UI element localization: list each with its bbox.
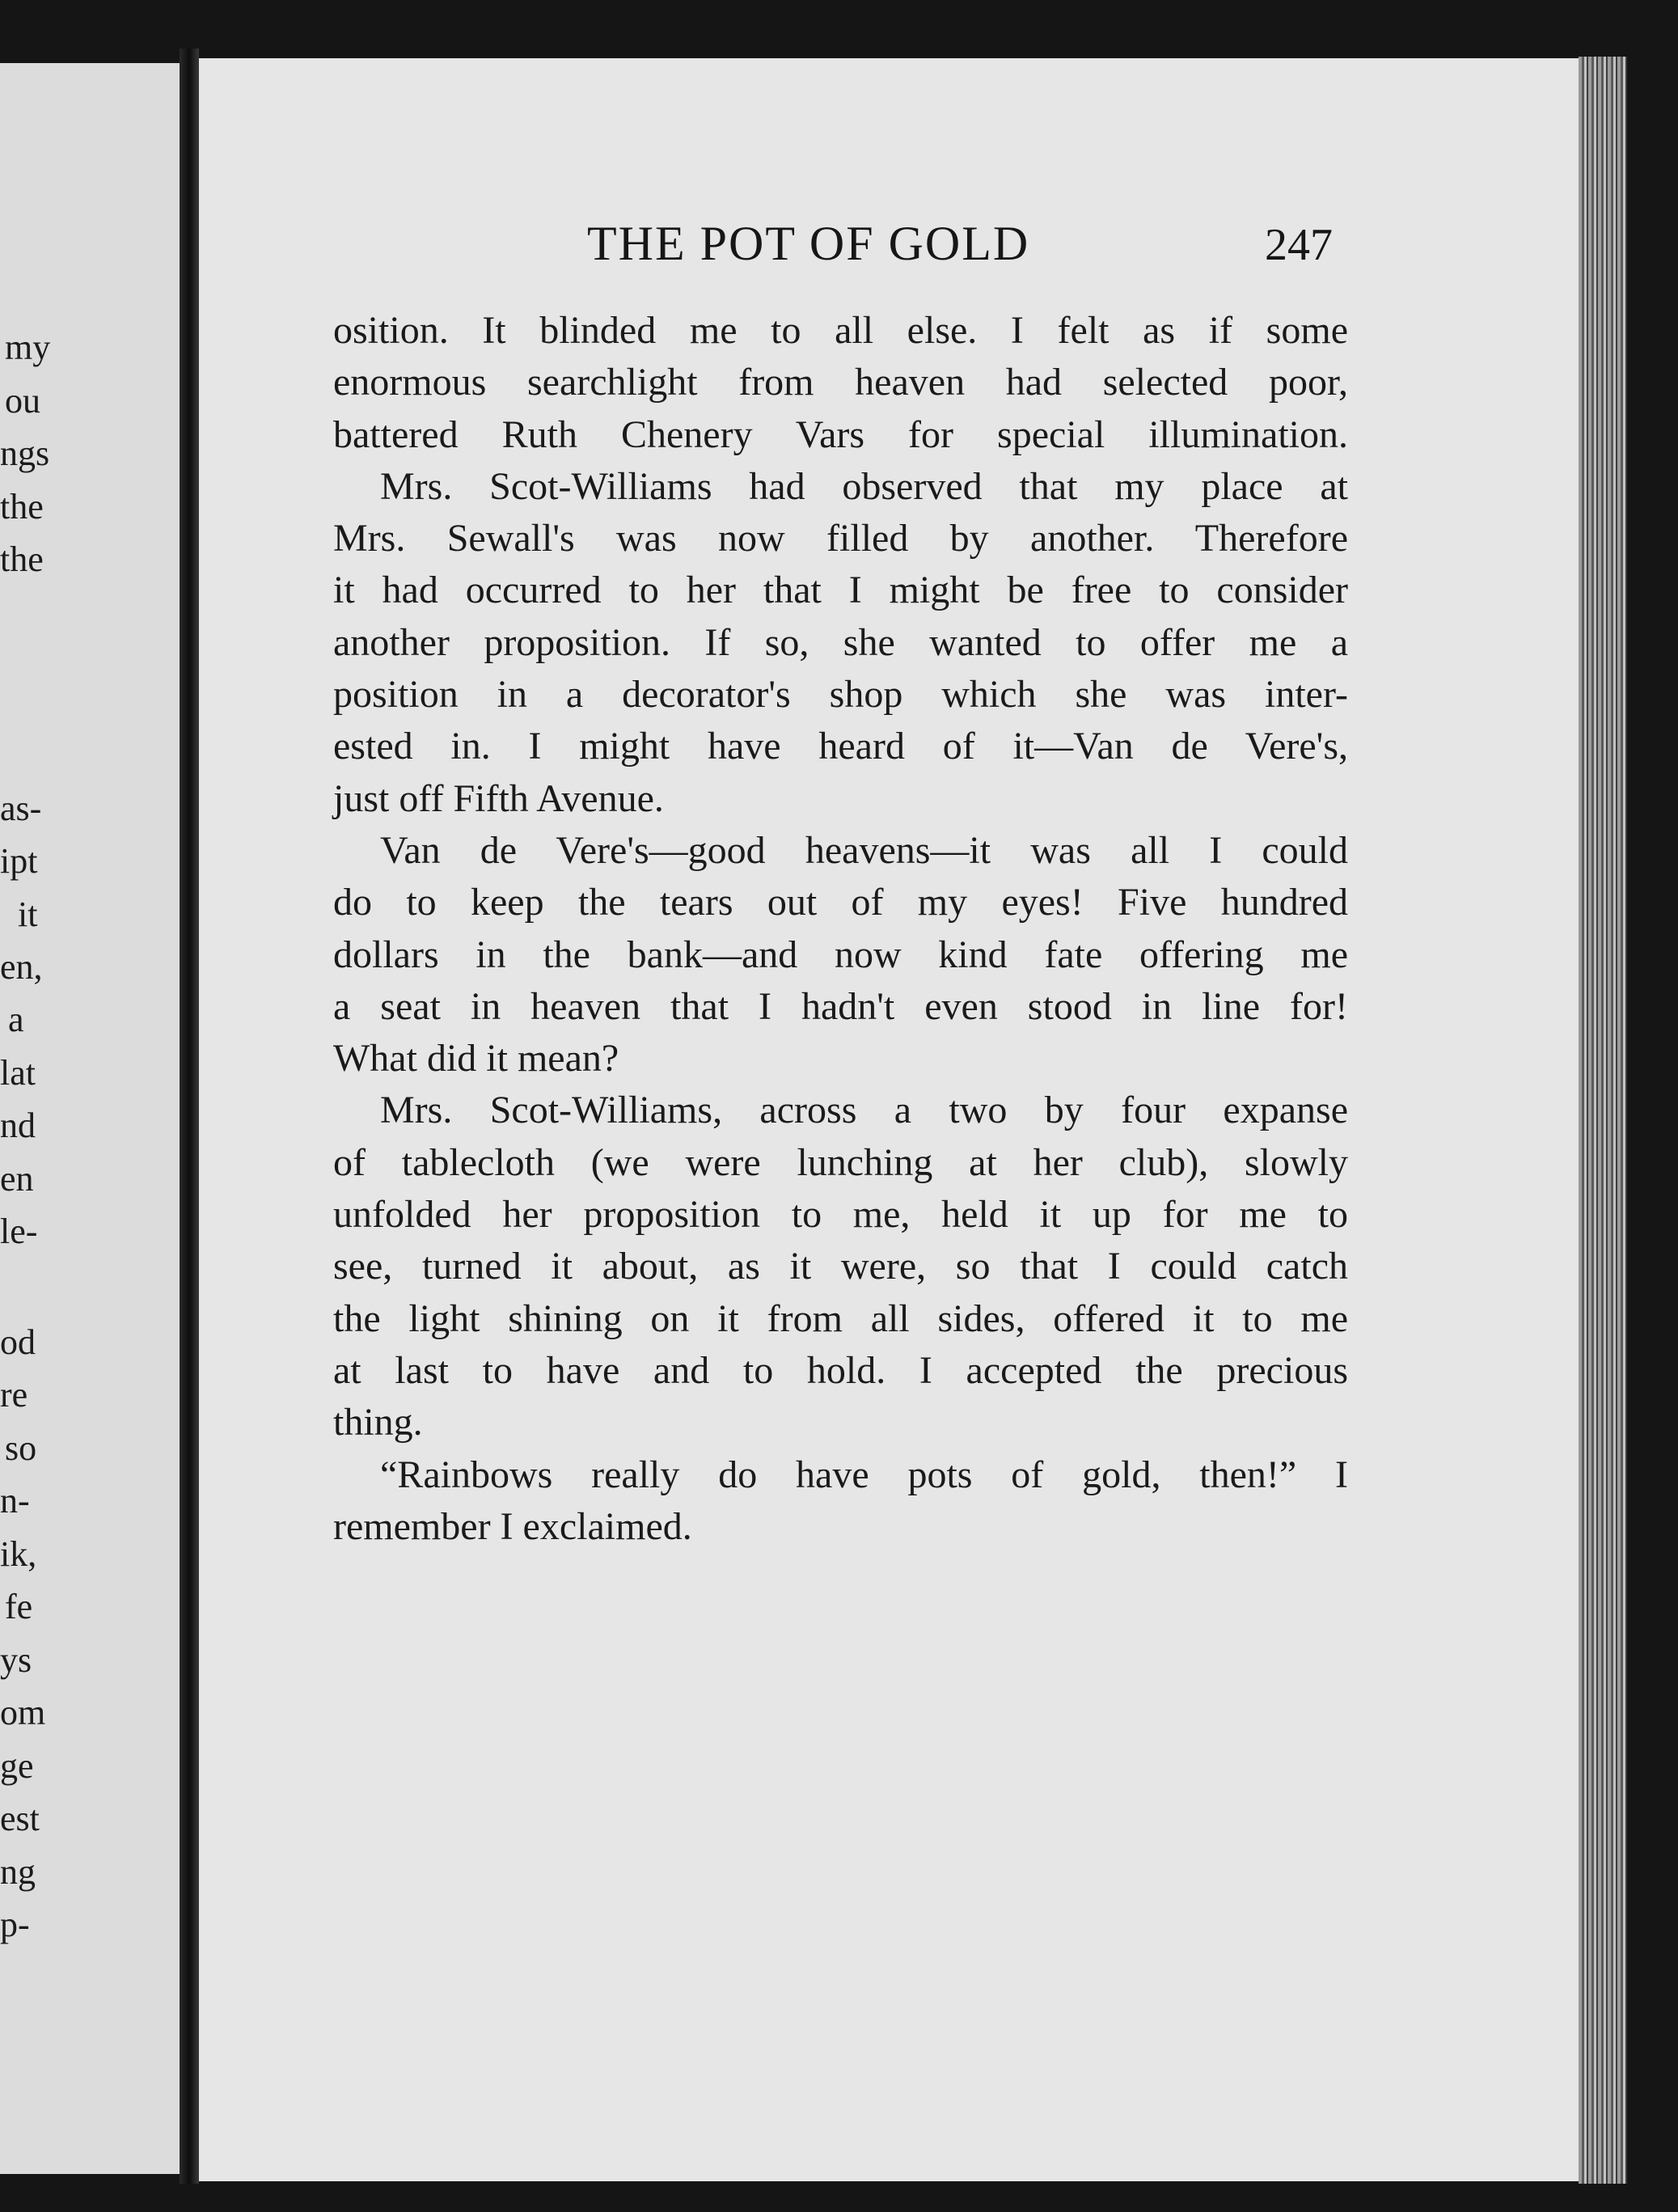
book-page — [199, 58, 1579, 2181]
text-line: another proposition. If so, she wanted to offer me a — [333, 620, 1348, 664]
text-line: at last to have and to hold. I accepted the precious — [333, 1348, 1348, 1392]
left-page-fragment: as- — [0, 789, 42, 828]
text-line: the light shining on it from all sides, offered it to me — [333, 1296, 1348, 1340]
left-page-fragment: my — [5, 328, 51, 367]
left-page-fragment: ng — [0, 1852, 36, 1892]
text-line: osition. It blinded me to all else. I felt as if some — [333, 309, 1348, 352]
left-page-fragment: le- — [0, 1212, 38, 1251]
text-line: dollars in the bank—and now kind fate offering me — [333, 933, 1348, 976]
book-gutter — [180, 49, 199, 2184]
left-page-fragment: ge — [0, 1746, 34, 1786]
page-number: 247 — [1265, 220, 1333, 270]
text-line: ested in. I might have heard of it—Van de Vere's, — [333, 725, 1348, 768]
body-text — [333, 305, 1348, 1553]
left-page-fragment: a — [8, 1000, 24, 1039]
left-page-fragment: ik, — [0, 1534, 37, 1574]
left-page-fragment: n- — [0, 1481, 30, 1520]
left-page-fragment: om — [0, 1693, 46, 1732]
text-line: do to keep the tears out of my eyes! Five hundred — [333, 881, 1348, 924]
text-line: battered Ruth Chenery Vars for special illumination. — [333, 412, 1348, 456]
left-page-fragment: p- — [0, 1905, 30, 1944]
text-line: thing. — [333, 1401, 423, 1444]
text-line: remember I exclaimed. — [333, 1504, 692, 1548]
text-line: see, turned it about, as it were, so that I could catch — [333, 1245, 1348, 1288]
left-page-fragment: est — [0, 1799, 40, 1838]
text-line: What did it mean? — [333, 1037, 619, 1081]
facing-left-page — [0, 63, 180, 2174]
left-page-fragment: ipt — [0, 841, 38, 881]
text-line: Mrs. Scot-Williams had observed that my place at — [380, 464, 1348, 508]
left-page-fragment: ngs — [0, 434, 50, 473]
left-page-fragment: so — [5, 1428, 37, 1468]
left-page-fragment: it — [18, 895, 38, 934]
text-line: a seat in heaven that I hadn't even stood in line for! — [333, 984, 1348, 1028]
text-line: unfolded her proposition to me, held it up for me to — [333, 1193, 1348, 1237]
left-page-fragment: the — [0, 539, 44, 579]
left-page-fragment: re — [0, 1375, 28, 1415]
text-line: position in a decorator's shop which she was inter- — [333, 673, 1348, 717]
left-page-fragment: ou — [5, 381, 40, 421]
left-page-fragment: lat — [0, 1053, 36, 1093]
text-line: Mrs. Sewall's was now filled by another. Therefore — [333, 517, 1348, 560]
text-line: Mrs. Scot-Williams, across a two by four expanse — [380, 1089, 1348, 1132]
text-line: Van de Vere's—good heavens—it was all I could — [380, 828, 1348, 872]
left-page-fragment: fe — [5, 1587, 33, 1626]
left-page-fragment: en, — [0, 947, 43, 987]
text-line: of tablecloth (we were lunching at her club), slowly — [333, 1140, 1348, 1184]
running-title: THE POT OF GOLD — [587, 217, 1030, 270]
text-line: “Rainbows really do have pots of gold, then!” I — [380, 1453, 1348, 1496]
text-line: just off Fifth Avenue. — [333, 776, 664, 820]
left-page-fragment: od — [0, 1322, 36, 1362]
left-page-fragment: en — [0, 1159, 34, 1199]
left-page-fragment: the — [0, 487, 44, 527]
left-page-fragment: nd — [0, 1106, 36, 1145]
left-page-fragment: ys — [0, 1640, 32, 1680]
text-line: enormous searchlight from heaven had selected poor, — [333, 361, 1348, 404]
text-line: it had occurred to her that I might be free to consider — [333, 569, 1348, 612]
page-edge — [1579, 57, 1627, 2184]
running-head — [199, 216, 1579, 273]
